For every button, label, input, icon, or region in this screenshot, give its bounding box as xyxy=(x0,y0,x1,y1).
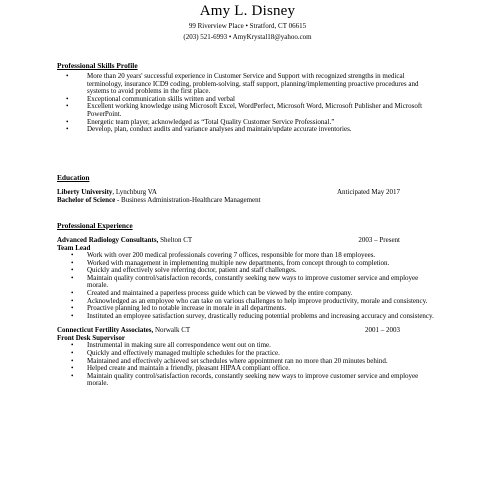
job-role: Front Desk Supervisor xyxy=(57,334,125,343)
job-company-line xyxy=(57,326,190,334)
degree-label: Bachelor of Science xyxy=(57,196,116,204)
list-item: • Maintained and effectively achieved set schedules where appointment ran no more than 20 minutes behind. xyxy=(57,358,440,366)
skills-section xyxy=(57,61,440,134)
skills-list xyxy=(57,73,440,134)
list-item: • Maintain quality control/satisfaction records, constantly seeking new ways to improve customer service and employee morale. xyxy=(57,275,440,290)
list-item: • Proactive planning led to notable increase in morale in all departments. xyxy=(57,305,440,313)
school-row xyxy=(57,188,440,196)
job-location: Norwalk CT xyxy=(153,326,191,335)
job-company-line xyxy=(57,236,192,244)
job-header xyxy=(57,326,440,334)
school-location: , Lynchburg VA xyxy=(112,188,157,196)
person-name: Amy L. Disney xyxy=(199,3,296,19)
job-company: Connecticut Fertility Associates, xyxy=(57,326,154,335)
education-section xyxy=(57,173,440,204)
job-header xyxy=(57,236,440,244)
job-dates: 2003 – Present xyxy=(358,236,400,244)
list-item: • More than 20 years' successful experience in Customer Service and Support with recognized strengths in medical terminology, insurance ICD9 coding, problem-solving, staff support, planning/implementing proactive procedures and systems to avoid problems in the first place. xyxy=(57,73,440,96)
job-company: Advanced Radiology Consultants, xyxy=(57,236,159,244)
education-title: Education xyxy=(57,173,90,182)
degree-field: - Business Administration-Healthcare Management xyxy=(115,196,261,204)
experience-section xyxy=(57,221,440,388)
address-line: 99 Riverview Place • Stratford, CT 06615 xyxy=(188,22,307,30)
list-item: • Work with over 200 medical professionals covering 7 offices, responsible for more than 18 employees. xyxy=(57,252,440,260)
list-item: • Instituted an employee satisfaction survey, drastically reducing potential problems and increasing accuracy and consistency. xyxy=(57,313,440,321)
job-dates: 2001 – 2003 xyxy=(365,326,400,335)
resume-header xyxy=(0,0,495,42)
list-item: • Exceptional communication skills written and verbal xyxy=(57,96,440,104)
list-item: • Maintain quality control/satisfaction records, constantly seeking new ways to improve customer service and employee morale. xyxy=(57,373,440,388)
graduation-date: Anticipated May 2017 xyxy=(337,188,400,196)
skills-title: Professional Skills Profile xyxy=(57,61,138,70)
contact-line: (203) 521-6993 • AmyKrystal18@yahoo.com xyxy=(183,33,312,41)
list-item: • Instrumental in making sure all correspondence went out on time. xyxy=(57,342,440,350)
list-item: • Quickly and effectively solve referring doctor, patient and staff challenges. xyxy=(57,267,440,275)
list-item: • Acknowledged as an employee who can take on various challenges to help improve productivity, morale and consistency. xyxy=(57,298,440,306)
job-role: Team Lead xyxy=(57,244,91,252)
school xyxy=(57,188,157,196)
degree-row xyxy=(57,196,440,204)
list-item: • Excellent working knowledge using Microsoft Excel, WordPerfect, Microsoft Word, Microsoft Publisher and Microsoft PowerPoint. xyxy=(57,103,440,118)
list-item: • Helped create and maintain a friendly, pleasant HIPAA compliant office. xyxy=(57,365,440,373)
job-location: Shelton CT xyxy=(158,236,193,244)
experience-title: Professional Experience xyxy=(57,221,133,230)
degree xyxy=(57,196,261,204)
school-name: Liberty University xyxy=(57,188,113,196)
job-duties-list xyxy=(57,252,440,320)
list-item: • Quickly and effectively managed multiple schedules for the practice. xyxy=(57,350,440,358)
list-item: • Worked with management in implementing multiple new departments, from concept through to completion. xyxy=(57,260,440,268)
list-item: • Energetic team player, acknowledged as “Total Quality Customer Service Professional.” xyxy=(57,119,440,127)
list-item: • Created and maintained a paperless process guide which can be viewed by the entire company. xyxy=(57,290,440,298)
job-duties-list xyxy=(57,342,440,388)
list-item: • Develop, plan, conduct audits and variance analyses and maintain/update accurate inventories. xyxy=(57,126,440,134)
